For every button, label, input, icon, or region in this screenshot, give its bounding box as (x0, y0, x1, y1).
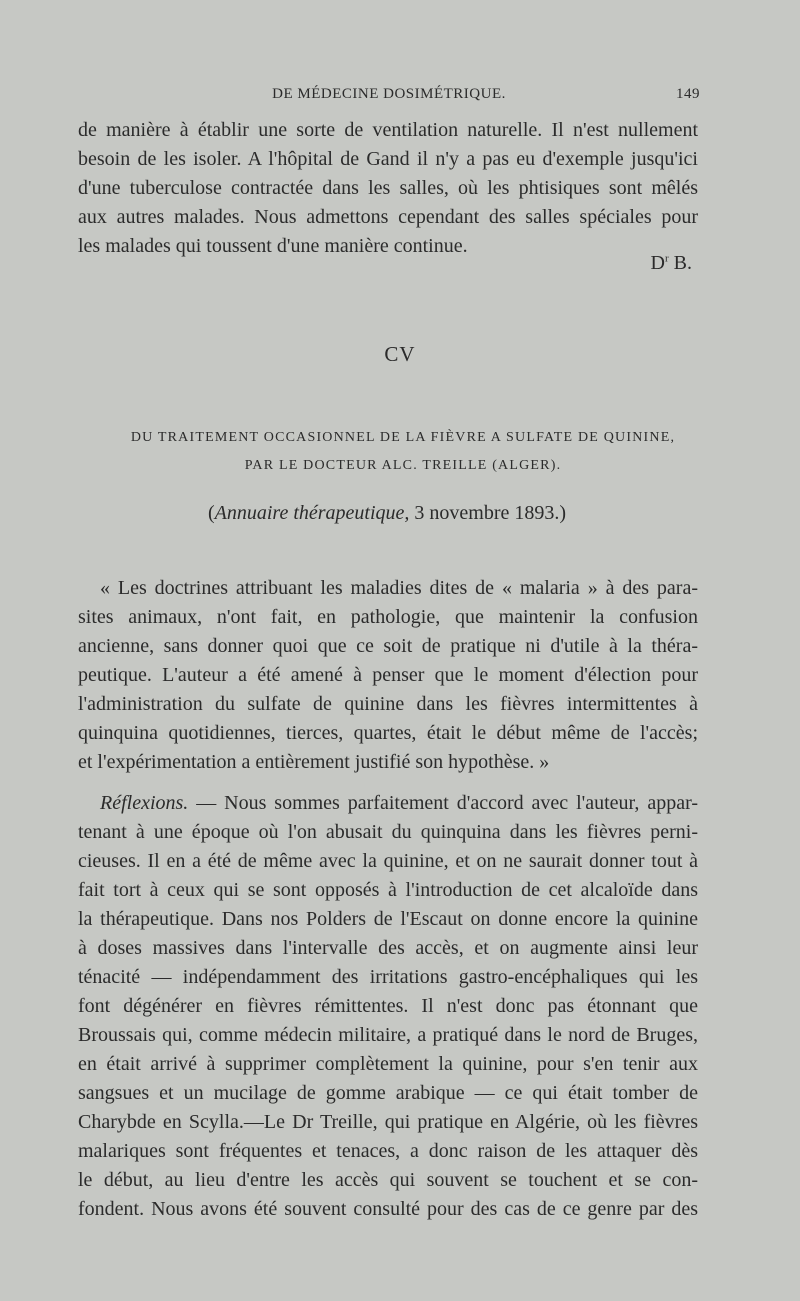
source-citation (0, 502, 774, 525)
text-line: de manière à établir une sorte de ventilation naturelle. Il n'est nullement (78, 119, 698, 141)
signature-sup: r (664, 252, 669, 265)
text-line: fondent. Nous avons été souvent consulté pour des cas de ce genre par des (78, 1198, 698, 1220)
text-line: la thérapeutique. Dans nos Polders de l'Escaut on donne encore la quinine (78, 908, 698, 930)
text-line: fait tort à ceux qui se sont opposés à l'introduction de cet alcaloïde dans (78, 879, 698, 901)
text-line: Broussais qui, comme médecin militaire, a pratiqué dans le nord de Bruges, (78, 1024, 698, 1046)
text-line: peutique. L'auteur a été amené à penser que le moment d'élection pour (78, 664, 698, 686)
text-line: l'administration du sulfate de quinine dans les fièvres intermittentes à (78, 693, 698, 715)
paragraph-continuation (78, 116, 698, 261)
running-header (78, 86, 700, 108)
reflexions-first-line: — Nous sommes parfaitement d'accord avec l'auteur, appar- (188, 792, 698, 814)
text-line: ténacité — indépendamment des irritations gastro-encéphaliques qui les (78, 966, 698, 988)
header-title: DE MÉDECINE DOSIMÉTRIQUE. (272, 86, 506, 102)
heading-line-1: DU TRAITEMENT OCCASIONNEL DE LA FIÈVRE A SULFATE DE QUININE, (130, 430, 676, 445)
text-line: à doses massives dans l'intervalle des accès, et on augmente ainsi leur (78, 937, 698, 959)
text-line: cieuses. Il en a été de même avec la quinine, et on ne saurait donner tout à (78, 850, 698, 872)
reflexions-label: Réflexions. (100, 792, 189, 814)
source-journal: Annuaire thérapeutique, (214, 502, 410, 524)
text-line: et l'expérimentation a entièrement justifié son hypothèse. » (78, 751, 550, 773)
source-date: 3 novembre 1893.) (409, 502, 567, 524)
reflexions-paragraph (78, 789, 698, 1224)
section-heading (78, 424, 728, 480)
text-line: les malades qui toussent d'une manière continue. (78, 235, 468, 257)
section-number: CV (384, 342, 416, 366)
text-line: sangsues et un mucilage de gomme arabique — ce qui était tomber de (78, 1082, 698, 1104)
text-line: malariques sont fréquentes et tenaces, a donc raison de les attaquer dès (78, 1140, 698, 1162)
source-open-paren: ( (207, 502, 215, 524)
page-number: 149 (676, 86, 700, 102)
text-line: le début, au lieu d'entre les accès qui souvent se touchent et se con- (78, 1169, 698, 1191)
text-line: aux autres malades. Nous admettons cependant des salles spéciales pour (78, 206, 698, 228)
text-line: quinquina quotidiennes, tierces, quartes, était le début même de l'accès; (78, 722, 698, 744)
text-line: tenant à une époque où l'on abusait du quinquina dans les fièvres perni- (78, 821, 698, 843)
signature (651, 252, 692, 275)
quoted-abstract (78, 574, 698, 777)
text-line: besoin de les isoler. A l'hôpital de Gand il n'y a pas eu d'exemple jusqu'ici (78, 148, 698, 170)
heading-line-2: PAR LE DOCTEUR ALC. TREILLE (ALGER). (244, 458, 562, 473)
text-line: sites animaux, n'ont fait, en pathologie, que maintenir la confusion (78, 606, 698, 628)
signature-name: B. (673, 252, 692, 274)
text-line: en était arrivé à supprimer complètement la quinine, pour s'en tenir aux (78, 1053, 698, 1075)
text-line: font dégénérer en fièvres rémittentes. Il n'est donc pas étonnant que (78, 995, 698, 1017)
text-line: ancienne, sans donner quoi que ce soit de pratique ni d'utile à la théra- (78, 635, 698, 657)
text-line (78, 789, 698, 818)
text-line: Charybde en Scylla.—Le Dr Treille, qui pratique en Algérie, où les fièvres (78, 1111, 698, 1133)
text-line: d'une tuberculose contractée dans les salles, où les phtisiques sont mêlés (78, 177, 698, 199)
signature-prefix: D (650, 252, 665, 274)
text-line: « Les doctrines attribuant les maladies dites de « malaria » à des para- (100, 577, 698, 599)
